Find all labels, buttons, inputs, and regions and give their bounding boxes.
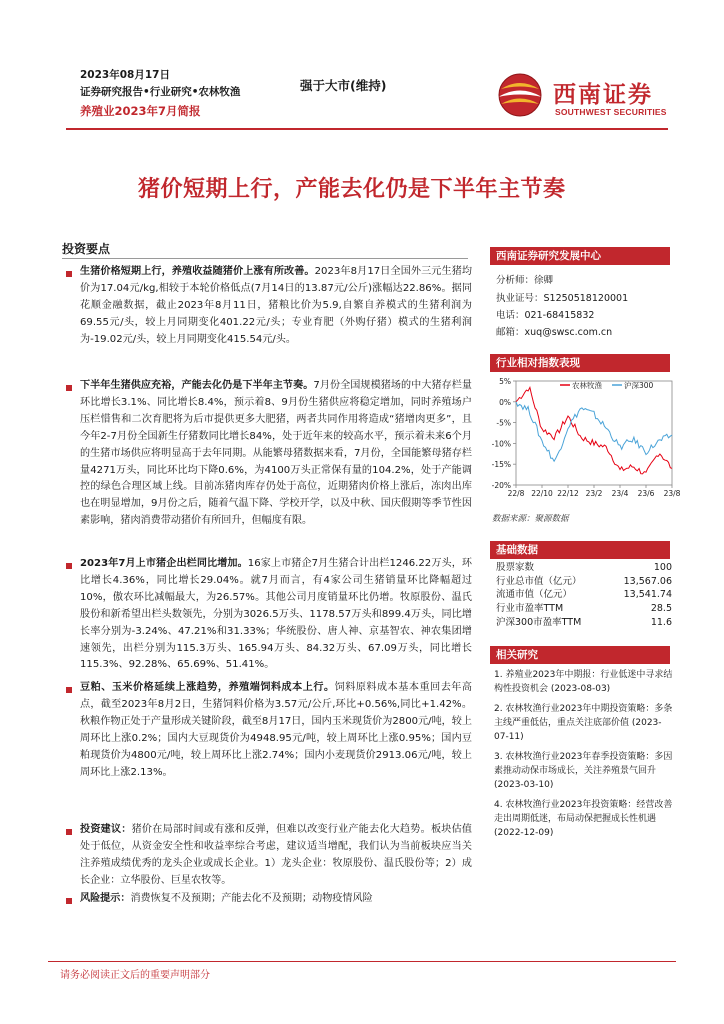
legend-label: 农林牧渔: [572, 381, 602, 390]
license-line: [496, 291, 628, 307]
point-investment-advice: [80, 822, 472, 890]
section-heading-investment: 投资要点: [62, 242, 111, 256]
x-tick-label: 22/12: [557, 489, 579, 498]
row-value: 11.6: [650, 616, 672, 628]
analyst-name: 徐卿: [534, 275, 554, 286]
email-label: 邮箱：: [496, 327, 525, 338]
brand-name-cn: 西南证券: [553, 81, 653, 108]
row-label: 行业总市值（亿元）: [496, 575, 582, 587]
series-line: [516, 402, 672, 461]
y-tick-label: -15%: [491, 460, 511, 470]
chart-legend: [560, 380, 654, 390]
report-title: 猪价短期上行，产能去化仍是下半年主节奏: [138, 177, 566, 202]
row-label: 行业市盈率TTM: [496, 603, 564, 615]
relative-index-chart: [482, 372, 681, 500]
table-row: [496, 616, 672, 630]
x-tick-label: 23/4: [611, 489, 629, 498]
bullet-icon: [66, 898, 72, 904]
y-tick-label: 0%: [499, 397, 511, 407]
chart-axes: [492, 377, 681, 498]
bullet-icon: [66, 385, 72, 391]
industry-rating: 强于大市(维持): [300, 78, 387, 93]
phone-number: 021-68415832: [524, 310, 595, 321]
bullet-icon: [66, 829, 72, 835]
x-tick-label: 22/10: [531, 489, 553, 498]
row-value: 100: [653, 562, 672, 573]
point-lead: 生猪价格短期上行，养殖收益随猪价上涨有所改善。: [80, 266, 315, 277]
related-research-heading: 相关研究: [490, 646, 670, 664]
point-body: 饲料原料成本基本重回去年高点，截至2023年8月2日，生猪饲料价格为3.57元/公斤,环比+0.56%,同比+1.42%。秋粮作物正处于产量形成关键阶段，截至8月17日，国内玉米现货价为2800元/吨，较上周环比上涨0.2%；国内大豆现货价为4948.95元/吨，较上周环比上涨0.95%；国内豆粕现货价为4800元/吨，较上周环比上涨2.74%；国内小麦现货价2913.06元/吨，较上周环比上涨2.13%。: [80, 682, 473, 778]
point-risk: [80, 891, 472, 908]
chart-series: [516, 388, 672, 474]
series-line: [516, 388, 672, 474]
brand-name-en: SOUTHWEST SECURITIES: [555, 107, 667, 117]
x-tick-label: 23/8: [663, 489, 681, 498]
table-row: [496, 575, 672, 589]
table-row: [496, 602, 672, 616]
row-value: 13,567.06: [623, 575, 672, 587]
basic-data-table: [496, 561, 672, 629]
brand-logo-icon: [492, 70, 548, 120]
point-lead: 2023年7月上市猪企出栏同比增加。: [80, 558, 248, 569]
basic-data-heading: 基础数据: [490, 541, 670, 559]
index-chart-heading: 行业相对指数表现: [490, 354, 670, 372]
point-body: 猪价在局部时间或有涨和反弹，但难以改变行业产能去化大趋势。板块估值处于低位，从资金安全性和收益率综合考虑，建议适当增配，我们认为当前板块应当关注养殖成绩优秀的龙头企业或成长企业。1）龙头企业：牧原股份、温氏股份等；2）成长企业：立华股份、巨星农牧等。: [80, 824, 472, 886]
report-date: 2023年08月17日: [80, 69, 170, 81]
analyst-label: 分析师：: [496, 275, 535, 286]
header-rule: [66, 128, 668, 130]
report-name: 养殖业2023年7月简报: [80, 104, 201, 118]
row-value: 28.5: [650, 603, 672, 615]
analyst-line: [496, 273, 553, 289]
phone-line: [496, 308, 594, 324]
point-listed-output: [80, 556, 472, 674]
point-supply: [80, 378, 472, 530]
bullet-icon: [66, 687, 72, 693]
point-lead: 投资建议：: [80, 824, 132, 835]
point-lead: 豆粕、玉米价格延续上涨趋势，养殖端饲料成本上行。: [80, 682, 335, 693]
email-address[interactable]: xuq@swsc.com.cn: [524, 327, 613, 338]
license-number: S1250518120001: [543, 293, 629, 304]
y-tick-label: -5%: [496, 418, 511, 428]
section-rule: [62, 258, 468, 259]
list-item[interactable]: 4. 农林牧渔行业2023年投资策略：经营改善走出周期低迷，布局动保把握成长性机遇 (2022-12-09): [494, 800, 673, 838]
point-body: 16家上市猪企7月生猪合计出栏1246.22万头，环比增长4.36%，同比增长29.04%。就7月而言，有4家公司生猪销量环比降幅超过10%，傲农环比减幅最大，为26.57%。其他公司月度销量环比仍增。牧原股份、温氏股份和新希望出栏头数领先，分别为3026.5万头、1178.57万头和899.4万头，同比增长率分别为-3.24%、47.21%和31.33%；华统股份、唐人神、京基智农、神农集团增速领先，出栏分别为115.3万头、165.94万头、84.32万头、67.09万头，同比增长115.3%、92.28%、65.69%、51.41%。: [80, 558, 472, 671]
x-tick-label: 22/8: [507, 489, 525, 498]
research-center-heading: 西南证券研究发展中心: [490, 247, 670, 265]
row-label: 沪深300市盈率TTM: [496, 616, 582, 628]
y-tick-label: 5%: [499, 377, 511, 386]
point-pig-price: [80, 264, 472, 349]
row-label: 股票家数: [496, 562, 535, 573]
x-tick-label: 23/6: [637, 489, 655, 498]
legend-label: 沪深300: [624, 381, 654, 390]
footer-rule: [48, 961, 676, 962]
point-body: 消费恢复不及预期；产能去化不及预期；动物疫情风险: [130, 893, 373, 904]
y-tick-label: -20%: [491, 481, 511, 490]
report-category: 证券研究报告•行业研究•农林牧渔: [80, 86, 241, 98]
related-research-list: [494, 668, 674, 840]
chart-source-note: 数据来源：聚源数据: [492, 514, 569, 524]
y-tick-label: -10%: [491, 439, 511, 449]
row-value: 13,541.74: [623, 589, 672, 601]
point-lead: 风险提示：: [80, 893, 131, 904]
plot-frame: [516, 381, 672, 485]
point-lead: 下半年生猪供应充裕，产能去化仍是下半年主节奏。: [80, 380, 314, 391]
row-label: 流通市值（亿元）: [496, 589, 573, 601]
list-item[interactable]: 3. 农林牧渔行业2023年春季投资策略：多因素推动动保市场成长，关注养殖景气回升 (2023-03-10): [494, 752, 673, 790]
email-line: [496, 325, 612, 341]
x-tick-label: 23/2: [585, 489, 603, 498]
list-item[interactable]: 1. 养殖业2023年中期报：行业低迷中寻求结构性投资机会 (2023-08-03): [494, 670, 673, 694]
license-label: 执业证号：: [496, 293, 544, 304]
point-body: 7月份全国规模猪场的中大猪存栏量环比增长3.1%、同比增长8.4%，预示着8、9月份生猪供应将稳定增加，同时养殖场户压栏惜售和二次育肥将为后市提供更多大肥猪，两者共同作用将造成“猪增肉更多”，且今年2-7月份全国新生仔猪数同比增长84%，处于近年来的较高水平，预示着未来6个月的生猪市场供应将明显高于去年同期。从能繁母猪数据来看，7月份，全国能繁母猪存栏量4271万头，同比环比均下降0.6%，为4100万头正常保有量的104.2%，处于产能调控的绿色合理区域上线。目前冻猪肉库存仍处于高位，近期猪肉价格上涨后，冻肉出库也在明显增加，9月份之后，随着气温下降、学校开学，以及中秋、国庆假期等季节性因素影响，猪肉消费带动猪价有所回升，但幅度有限。: [80, 380, 472, 527]
brand-logo: [492, 70, 548, 120]
phone-label: 电话：: [496, 310, 525, 321]
bullet-icon: [66, 271, 72, 277]
bullet-icon: [66, 563, 72, 569]
point-body: 2023年8月17日全国外三元生猪均价为17.04元/kg,相较于本轮价格低点(7月14日的13.87元/公斤)涨幅达22.86%。据同花顺金融数据，截止2023年8月11日，猪粮比价为5.9,自繁自养模式的生猪利润为69.55元/头，较上月同期变化401.22元/头；专业育肥（外购仔猪）模式的生猪利润为-19.02元/头，较上月同期变化415.54元/头。: [80, 266, 473, 345]
point-feed-cost: [80, 680, 472, 781]
table-row: [496, 588, 672, 602]
list-item[interactable]: 2. 农林牧渔行业2023年中期投资策略：多条主线严重低估，重点关注底部价值 (2023-07-11): [494, 704, 673, 742]
table-row: [496, 561, 672, 575]
footer-disclaimer: 请务必阅读正文后的重要声明部分: [60, 970, 210, 981]
